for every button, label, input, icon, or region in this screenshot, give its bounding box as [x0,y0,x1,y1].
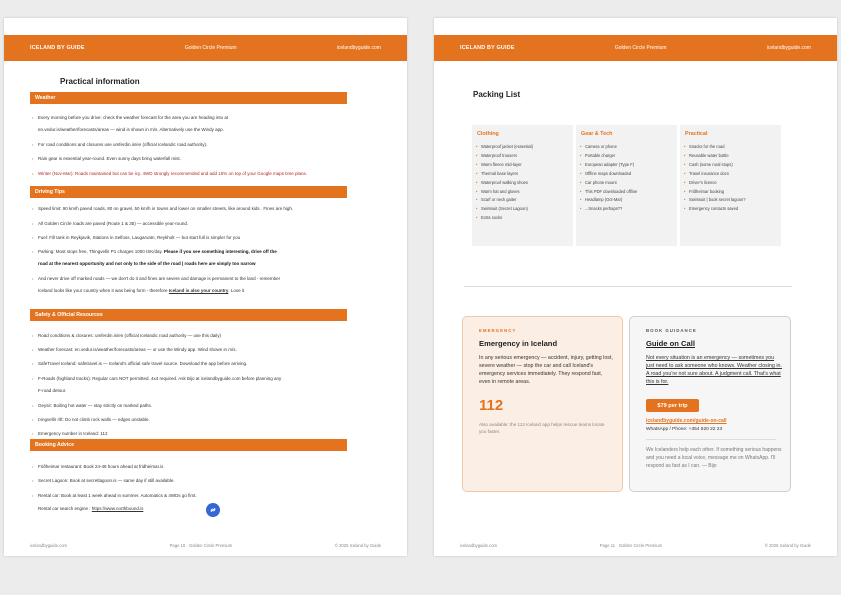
list-item: • Geysir: Boiling hot water — stay strictly on marked paths. [32,403,153,408]
footer-site[interactable]: icelandbyguide.com [460,543,498,548]
list-item: • Þingvellir rift: Do not climb rock walls — edges unstable. [32,417,150,422]
packing-item: • Cash (some rural stops) [684,161,733,167]
guidance-body: Not every situation is an emergency — sometimes you just need to ask someone who knows. Weather closing in. A road you're not sure about. A judgment call. That's what this is for. [646,355,782,385]
packing-item: • Travel insurance docs [684,170,729,176]
guidance-tag: BOOK GUIDANCE [646,328,697,333]
packing-item: • Warm hat and gloves [476,188,520,194]
packing-item: • Portable charger [580,152,616,158]
product-name: Golden Circle Premium [614,45,667,51]
footer-copyright: © 2025 Iceland by Guide [334,543,381,548]
column-heading: Gear & Tech [581,131,613,137]
page-11 [434,18,837,556]
footer-copyright: © 2025 Iceland by Guide [764,543,811,548]
packing-item: • Warm fleece mid-layer [476,161,522,167]
packing-item: • Extra socks [476,215,503,221]
divider [646,439,776,440]
section-weather: Weather [30,92,347,104]
column-heading: Practical [685,131,708,137]
guide-on-call-card [629,316,791,492]
packing-column-gear [576,125,677,246]
list-item: • SafeTravel Iceland: safetravel.is — Iceland's official safe travel source. Download the app before arriving. [32,361,248,366]
divider [464,286,792,287]
emergency-tag: EMERGENCY [479,328,517,333]
page-title: Practical information [60,77,140,86]
section-driving-tips: Driving Tips [30,186,347,198]
packing-item: • This PDF downloaded offline [580,188,638,194]
list-item: • All Golden Circle roads are paved (Route 1 & 35) — accessible year-round. [32,221,189,226]
packing-item: • Friðheimar booking [684,188,725,194]
packing-item: • Swimsuit | book secret lagoon? [684,197,746,203]
site-url[interactable]: icelandbyguide.com [336,45,381,51]
footer-page-number: Page 11 · Golden Circle Premium [599,543,663,548]
packing-item: • Emergency contacts saved [684,206,739,212]
emergency-number[interactable]: 112 [479,397,504,414]
brand-name: ICELAND BY GUIDE [30,45,85,51]
page-header [4,35,407,61]
list-item: • F-Roads (highland tracks): Regular cars NOT permitted. 4x4 required. Ask Bijo at icelandbyguide.com before planning any [32,376,282,381]
packing-item: • Reusable water bottle [684,152,729,158]
packing-item: • Offline maps downloaded [580,170,632,176]
packing-item: • Waterproof walking shoes [476,179,528,185]
price-button[interactable]: $79 per trip [646,399,699,412]
list-item: • Road conditions & closures: umferdin.is/en (official Icelandic road authority — use this daily) [32,333,222,338]
list-item: • For road conditions and closures use umferdin.is/en (official Icelandic road authority). [32,142,208,147]
list-item: • Rental car: Book at least 1 week ahead in summer. Automatics & 4WDs go first. [32,493,197,498]
packing-item: • Waterproof trousers [476,152,518,158]
list-item-continuation: Iceland looks like your country when it was being form - therefore Iceland is also your country. Love it [38,288,245,293]
list-item: • Friðheimar restaurant: Book 24-48 hours ahead at fridheimar.is [32,464,164,469]
packing-item: • Thermal base layers [476,170,519,176]
list-item: • And never drive off marked roads — we don't do it and fines are severe and damage is permanent to the land - remember [32,276,281,281]
northbound-link[interactable]: https://www.northbound.is [91,506,144,511]
link-icon[interactable] [206,503,220,517]
packing-column-clothing [472,125,573,246]
guidance-note: We Icelanders help each other. If something serious happens and you need a local voice, message me on WhatsApp. I'll respond as fast as I can. — Bijo [646,447,782,469]
packing-item: • European adapter (Type F) [580,161,635,167]
packing-item: • Swimsuit (Secret Lagoon) [476,206,528,212]
footer-page-number: Page 10 · Golden Circle Premium [169,543,233,548]
contact-info: WhatsApp / Phone: +354 820 22 23 [646,427,723,432]
section-safety: Safety & Official Resources [30,309,347,321]
list-item-continuation: Rental car search engine : https://www.northbound.is [38,506,144,511]
packing-list-title: Packing List [473,90,521,99]
list-item: • Weather forecast: en.vedur.is/weather/forecasts/areas — or use the Windy app. Wind shown in m/s. [32,347,237,352]
emergency-body: In any serious emergency — accident, injury, getting lost, severe weather — stop the car and call Iceland's emergency services immediately. They respond fast, even in remote areas. [479,355,613,385]
page-footer [30,543,381,548]
column-heading: Clothing [477,131,499,137]
packing-item: • Waterproof jacket (essential) [476,144,533,149]
list-item: • Fuel: Fill tank in Reykjavik, Stations in Selfoss, Laugarvatn, Reykholt — but start full is simpler for you [32,235,241,240]
packing-item: • Headlamp (Oct-Mar) [580,197,623,203]
list-item: • Every morning before you drive: check the weather forecast for the area you are heading into at [32,115,229,120]
page-10 [4,18,407,556]
packing-item: • Car phone mount [580,179,617,185]
list-item-continuation: road at the nearest opportunity and not only to the side of the road | roads here are simply too narrow [38,261,256,266]
packing-item: • ...Snacks perhaps?? [580,206,623,212]
page-header [434,35,837,61]
packing-item: • Driver's licence [684,179,717,185]
list-item: • Speed limit: 90 km/h paved roads, 80 on gravel, 50 km/h in towns and lower on smaller streets, like around kids . Fines are high. [32,206,294,211]
footer-site[interactable]: icelandbyguide.com [30,543,68,548]
emergency-note: Also available: the 112 Iceland app helps rescue teams locate you faster. [479,422,605,434]
section-booking: Booking Advice [30,439,347,451]
list-item: • Rain gear is essential year-round. Even sunny days bring waterfall mist. [32,156,181,161]
brand-name: ICELAND BY GUIDE [460,45,515,51]
emergency-title: Emergency in Iceland [479,339,558,348]
list-item: • Secret Lagoon: Book at secretlagoon.is — same day if still available. [32,478,175,483]
bold-note: Please if you see something interesting, drive off the [163,249,277,254]
list-item-continuation: F-road detour. [38,388,67,393]
list-item-continuation: en.vedur.is/weather/forecasts/areas — wind is shown in m/s. Alternatively use the Windy app. [38,127,224,132]
product-name: Golden Circle Premium [184,45,237,51]
guide-on-call-link[interactable]: icelandbyguide.com/guide-on-call [646,418,727,424]
winter-warning: • Winter (Nov-Mar): Roads maintained but can be icy. 4WD strongly recommended and add 15% on top of your Google maps time plans. [32,171,308,176]
packing-item: • Camera or phone [580,144,617,149]
packing-column-practical [680,125,781,246]
packing-item: • Scarf or neck gaiter [476,197,517,203]
emergency-card [462,316,623,492]
packing-item: • Snacks for the road [684,144,725,149]
list-item: • Parking: Most stops free, Thingvellir P1 charges 1000 ISK/day. Please if you see something interesting, drive off the [32,249,277,254]
guidance-title: Guide on Call [646,339,695,348]
list-item: • Emergency number in Iceland: 112 [32,431,108,436]
site-url[interactable]: icelandbyguide.com [766,45,811,51]
page-footer [460,543,811,548]
